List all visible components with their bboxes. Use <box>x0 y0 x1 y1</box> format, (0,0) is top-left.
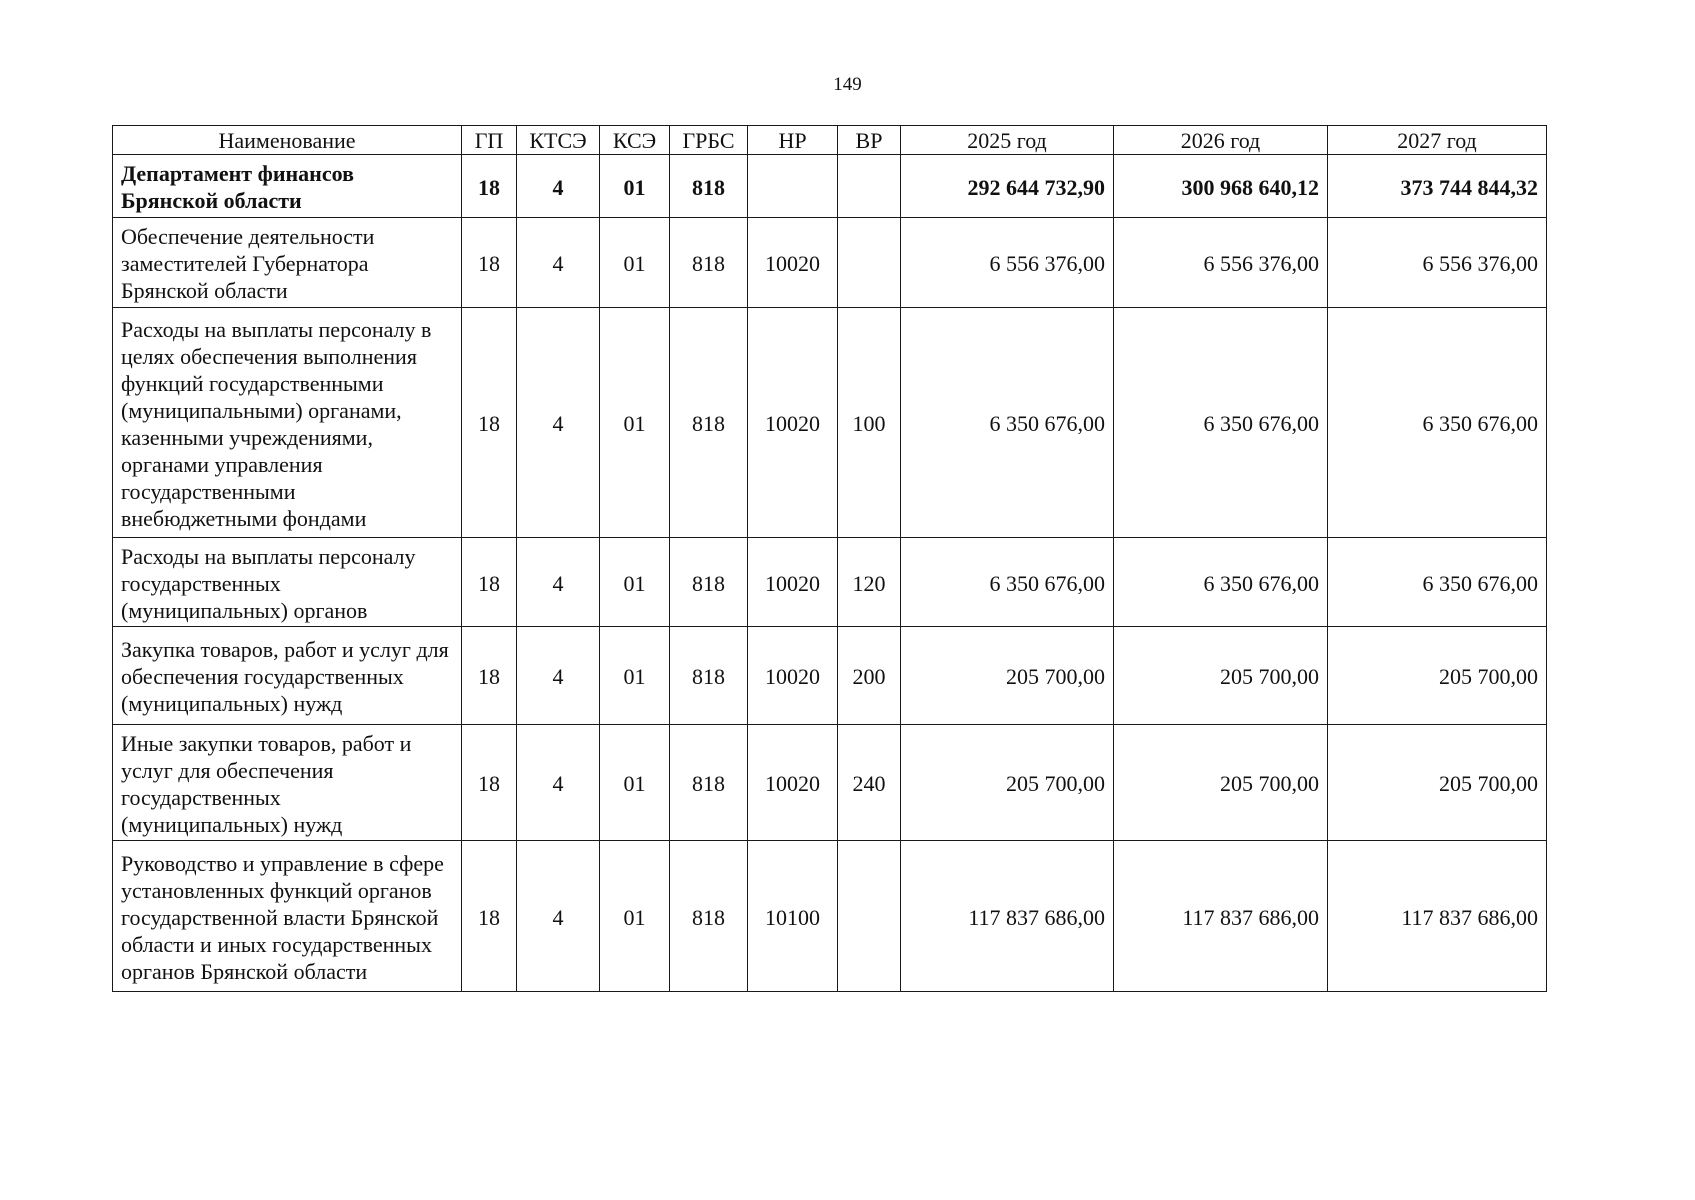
row-grbs-cell: 818 <box>670 308 748 538</box>
header-2026: 2026 год <box>1114 126 1328 155</box>
table-header-row <box>113 126 1547 155</box>
row-kse-cell: 01 <box>600 841 670 992</box>
row-2026-amount: 300 968 640,12 <box>1114 155 1328 218</box>
row-gp-cell: 18 <box>462 155 517 218</box>
row-ktse-cell: 4 <box>517 308 600 538</box>
row-2027-amount: 117 837 686,00 <box>1328 841 1547 992</box>
budget-table <box>112 125 1547 992</box>
row-2027-amount: 205 700,00 <box>1328 725 1547 841</box>
row-2025-amount: 205 700,00 <box>901 627 1114 725</box>
row-2027-amount: 6 350 676,00 <box>1328 308 1547 538</box>
table-row <box>113 155 1547 218</box>
row-2027-amount: 373 744 844,32 <box>1328 155 1547 218</box>
row-kse-cell: 01 <box>600 627 670 725</box>
header-grbs: ГРБС <box>670 126 748 155</box>
row-gp-cell: 18 <box>462 725 517 841</box>
row-gp-cell: 18 <box>462 538 517 627</box>
row-grbs-cell: 818 <box>670 218 748 308</box>
row-vr-cell: 200 <box>838 627 901 725</box>
row-2026-amount: 6 350 676,00 <box>1114 308 1328 538</box>
row-name-cell: Расходы на выплаты персоналу государственных (муниципальных) органов <box>113 538 462 627</box>
row-grbs-cell: 818 <box>670 538 748 627</box>
row-kse-cell: 01 <box>600 218 670 308</box>
row-name-cell: Иные закупки товаров, работ и услуг для обеспечения государственных (муниципальных) нужд <box>113 725 462 841</box>
header-2027: 2027 год <box>1328 126 1547 155</box>
header-kse: КСЭ <box>600 126 670 155</box>
row-vr-cell <box>838 841 901 992</box>
table-row <box>113 538 1547 627</box>
row-gp-cell: 18 <box>462 841 517 992</box>
row-2025-amount: 6 556 376,00 <box>901 218 1114 308</box>
row-nr-cell: 10020 <box>748 218 838 308</box>
row-ktse-cell: 4 <box>517 218 600 308</box>
row-nr-cell: 10020 <box>748 538 838 627</box>
row-vr-cell: 100 <box>838 308 901 538</box>
row-vr-cell <box>838 218 901 308</box>
table-row <box>113 841 1547 992</box>
row-ktse-cell: 4 <box>517 627 600 725</box>
row-name-cell: Расходы на выплаты персоналу в целях обеспечения выполнения функций государственными (муниципальными) органами, казенными учреждениями, органами управления государственными внебюджетными фондами <box>113 308 462 538</box>
table-row <box>113 308 1547 538</box>
row-grbs-cell: 818 <box>670 155 748 218</box>
header-ktse: КТСЭ <box>517 126 600 155</box>
row-2025-amount: 6 350 676,00 <box>901 538 1114 627</box>
header-2025: 2025 год <box>901 126 1114 155</box>
page-number: 149 <box>833 74 862 95</box>
row-gp-cell: 18 <box>462 308 517 538</box>
row-2025-amount: 6 350 676,00 <box>901 308 1114 538</box>
header-vr: ВР <box>838 126 901 155</box>
row-ktse-cell: 4 <box>517 538 600 627</box>
row-kse-cell: 01 <box>600 538 670 627</box>
row-2025-amount: 117 837 686,00 <box>901 841 1114 992</box>
row-2027-amount: 205 700,00 <box>1328 627 1547 725</box>
row-ktse-cell: 4 <box>517 725 600 841</box>
row-grbs-cell: 818 <box>670 725 748 841</box>
row-2025-amount: 292 644 732,90 <box>901 155 1114 218</box>
row-nr-cell: 10020 <box>748 308 838 538</box>
row-vr-cell: 120 <box>838 538 901 627</box>
row-vr-cell <box>838 155 901 218</box>
table-row <box>113 627 1547 725</box>
row-2027-amount: 6 350 676,00 <box>1328 538 1547 627</box>
row-nr-cell <box>748 155 838 218</box>
row-gp-cell: 18 <box>462 627 517 725</box>
row-nr-cell: 10100 <box>748 841 838 992</box>
header-nr: НР <box>748 126 838 155</box>
row-2026-amount: 205 700,00 <box>1114 725 1328 841</box>
row-name-cell: Департамент финансов Брянской области <box>113 155 462 218</box>
row-grbs-cell: 818 <box>670 841 748 992</box>
row-kse-cell: 01 <box>600 155 670 218</box>
table-body <box>113 155 1547 992</box>
row-nr-cell: 10020 <box>748 627 838 725</box>
row-grbs-cell: 818 <box>670 627 748 725</box>
row-ktse-cell: 4 <box>517 155 600 218</box>
row-name-cell: Закупка товаров, работ и услуг для обеспечения государственных (муниципальных) нужд <box>113 627 462 725</box>
row-kse-cell: 01 <box>600 308 670 538</box>
row-ktse-cell: 4 <box>517 841 600 992</box>
row-gp-cell: 18 <box>462 218 517 308</box>
row-2026-amount: 205 700,00 <box>1114 627 1328 725</box>
header-gp: ГП <box>462 126 517 155</box>
row-2026-amount: 117 837 686,00 <box>1114 841 1328 992</box>
row-2026-amount: 6 556 376,00 <box>1114 218 1328 308</box>
row-kse-cell: 01 <box>600 725 670 841</box>
row-2026-amount: 6 350 676,00 <box>1114 538 1328 627</box>
table-row <box>113 725 1547 841</box>
row-nr-cell: 10020 <box>748 725 838 841</box>
header-name: Наименование <box>113 126 462 155</box>
row-2025-amount: 205 700,00 <box>901 725 1114 841</box>
row-name-cell: Руководство и управление в сфере установленных функций органов государственной власти Брянской области и иных государственных органов Брянской области <box>113 841 462 992</box>
row-name-cell: Обеспечение деятельности заместителей Губернатора Брянской области <box>113 218 462 308</box>
row-2027-amount: 6 556 376,00 <box>1328 218 1547 308</box>
table-row <box>113 218 1547 308</box>
row-vr-cell: 240 <box>838 725 901 841</box>
